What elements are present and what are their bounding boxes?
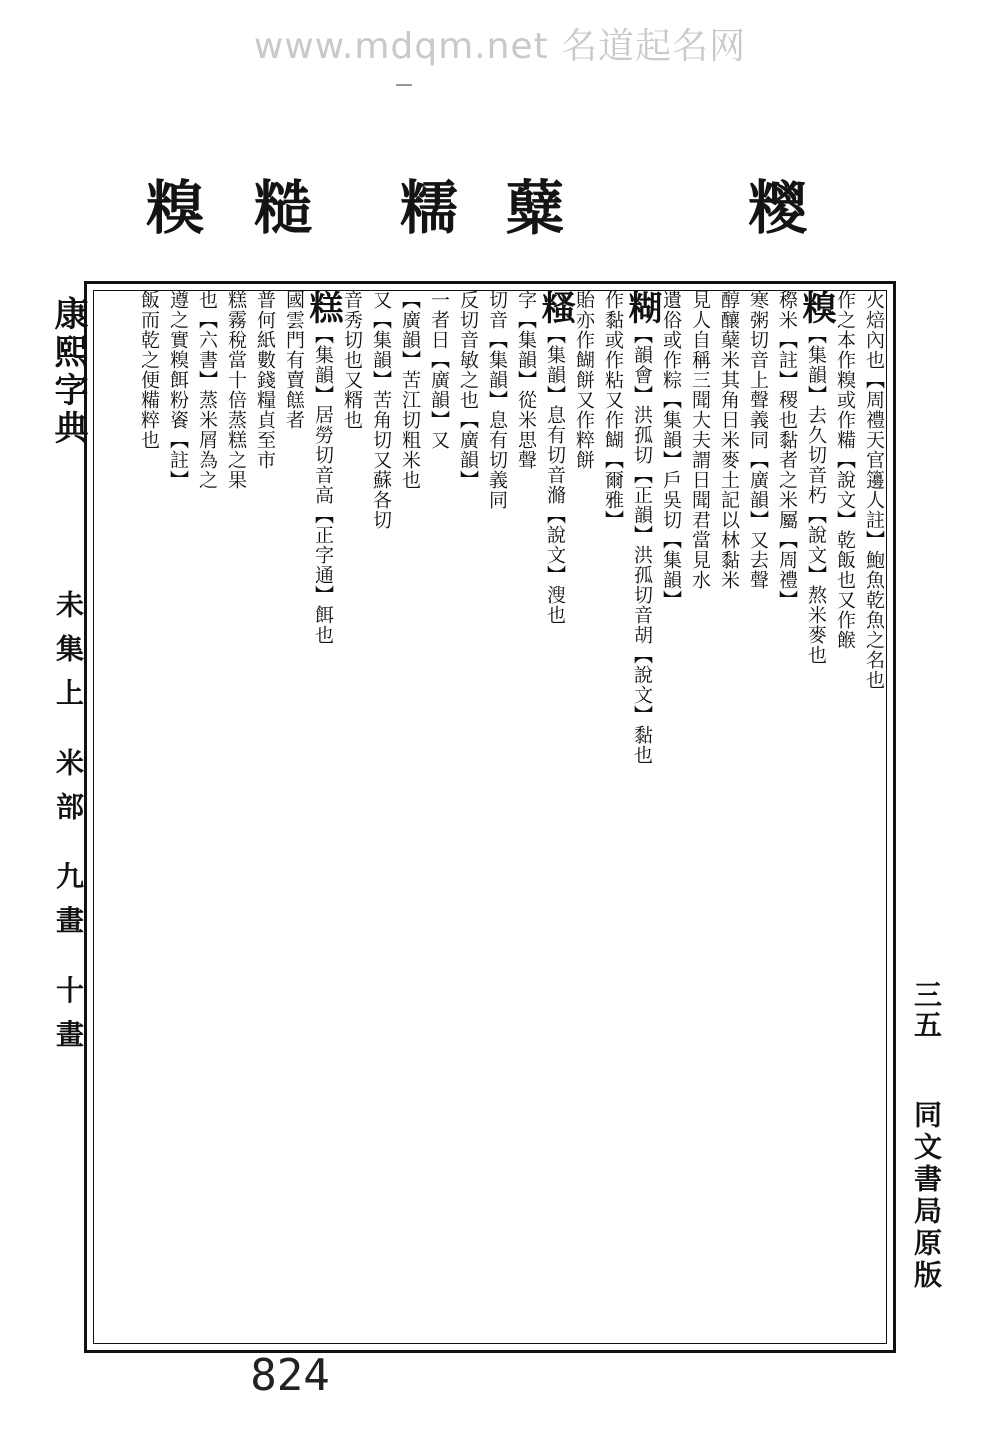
entry-text: 反切音敏之也【廣韻】 [457, 290, 479, 490]
text-column [136, 290, 162, 1344]
entry-text: 遺俗或作粽【集韻】戶吳切【集韻】 [660, 290, 682, 610]
seal-character-2: 糙 [253, 174, 308, 242]
text-column [397, 290, 423, 1344]
text-column [832, 290, 858, 1344]
watermark-text: www.mdqm.net 名道起名网 [253, 26, 747, 67]
entry-text: 寒粥切音上聲義同【廣韻】又去聲 [747, 290, 769, 590]
text-column [622, 290, 662, 1344]
column-container [93, 290, 887, 1344]
text-column [861, 290, 887, 1344]
text-column [535, 290, 575, 1344]
entry-text: 切音【集韻】息有切義同 [486, 290, 508, 510]
entry-text: 普何紙數錢糧貞至市 [254, 290, 276, 470]
entry-text: 見人自稱三聞大夫謂日聞君當見水 [689, 290, 711, 590]
entry-headword: 糔 [535, 290, 575, 325]
entry-text: 遵之實糗餌粉餈【註】 [167, 290, 189, 490]
entry-text: 字【集韻】從米思聲 [515, 290, 537, 470]
seal-character-row [0, 158, 1000, 248]
section-label: 未集上 米部 九畫 十畫 [52, 590, 85, 1064]
entry-text: 穄米【註】稷也黏者之米屬【周禮】 [776, 290, 798, 610]
text-column [303, 290, 343, 1344]
entry-text: 一者日【廣韻】又 [428, 290, 450, 450]
entry-text: 音秀切也又糈也 [341, 290, 363, 430]
entry-text: 貽亦作餬餅又作粹餅 [573, 290, 595, 470]
entry-text: 作之本作糗或作糒【說文】乾飯也又作餱 [834, 290, 856, 650]
text-column [281, 290, 307, 1344]
entry-text: 又【集韻】苦角切又蘇各切 [370, 290, 392, 530]
text-column [687, 290, 713, 1344]
entry-text: 也【六書】蒸米屑為之 [196, 290, 218, 490]
text-column [426, 290, 452, 1344]
text-column [716, 290, 742, 1344]
text-column [658, 290, 684, 1344]
text-column [745, 290, 771, 1344]
entry-text: 糕霧稅當十倍蒸糕之果 [225, 290, 247, 490]
seal-character-1: 糗 [145, 174, 200, 242]
entry-headword: 糕 [303, 290, 343, 325]
right-margin [898, 980, 948, 1340]
text-frame [84, 281, 896, 1353]
entry-text: 【集韻】居勞切音高【正字通】餌也 [312, 325, 334, 645]
page-number: 三五 [910, 980, 943, 1040]
folio [0, 1350, 1000, 1401]
entry-text: 【廣韻】苦江切粗米也 [399, 290, 421, 490]
entry-text: 【集韻】息有切音滫【說文】溲也 [544, 325, 566, 625]
folio-number: 824 [250, 1350, 330, 1401]
entry-text: 火焙內也【周禮天官籩人註】鮑魚乾魚之名也 [863, 290, 885, 690]
top-divider-mark [396, 84, 412, 86]
book-title: 康熙字典 [48, 296, 88, 448]
text-column [513, 290, 539, 1344]
text-column [252, 290, 278, 1344]
seal-character-4: 糵 [505, 174, 560, 242]
text-column [484, 290, 510, 1344]
text-column [368, 290, 394, 1344]
text-column [774, 290, 800, 1344]
entry-headword: 糊 [622, 290, 662, 325]
seal-character-3: 糯 [399, 174, 454, 242]
seal-character-5: 糭 [747, 174, 802, 242]
entry-text: 【韻會】洪孤切【正韻】洪孤切音胡【說文】黏也 [631, 325, 653, 765]
entry-text: 國雲門有賣餻者 [283, 290, 305, 430]
text-column [571, 290, 597, 1344]
entry-headword: 糗 [796, 290, 836, 325]
publisher-label: 同文書局原版 [910, 1100, 943, 1292]
text-column [339, 290, 365, 1344]
entry-text: 【集韻】去久切音朽【說文】熬米麥也 [805, 325, 827, 665]
left-margin [40, 290, 88, 1350]
text-column [223, 290, 249, 1344]
text-column [455, 290, 481, 1344]
entry-text: 醇釀蘖米其角日米麥土記以林黏米 [718, 290, 740, 590]
text-column [600, 290, 626, 1344]
entry-text: 飯而乾之便糒粹也 [138, 290, 160, 450]
entry-text: 作黏或作粘又作餬【爾雅】 [602, 290, 624, 530]
text-column [194, 290, 220, 1344]
text-column [165, 290, 191, 1344]
text-column [796, 290, 836, 1344]
